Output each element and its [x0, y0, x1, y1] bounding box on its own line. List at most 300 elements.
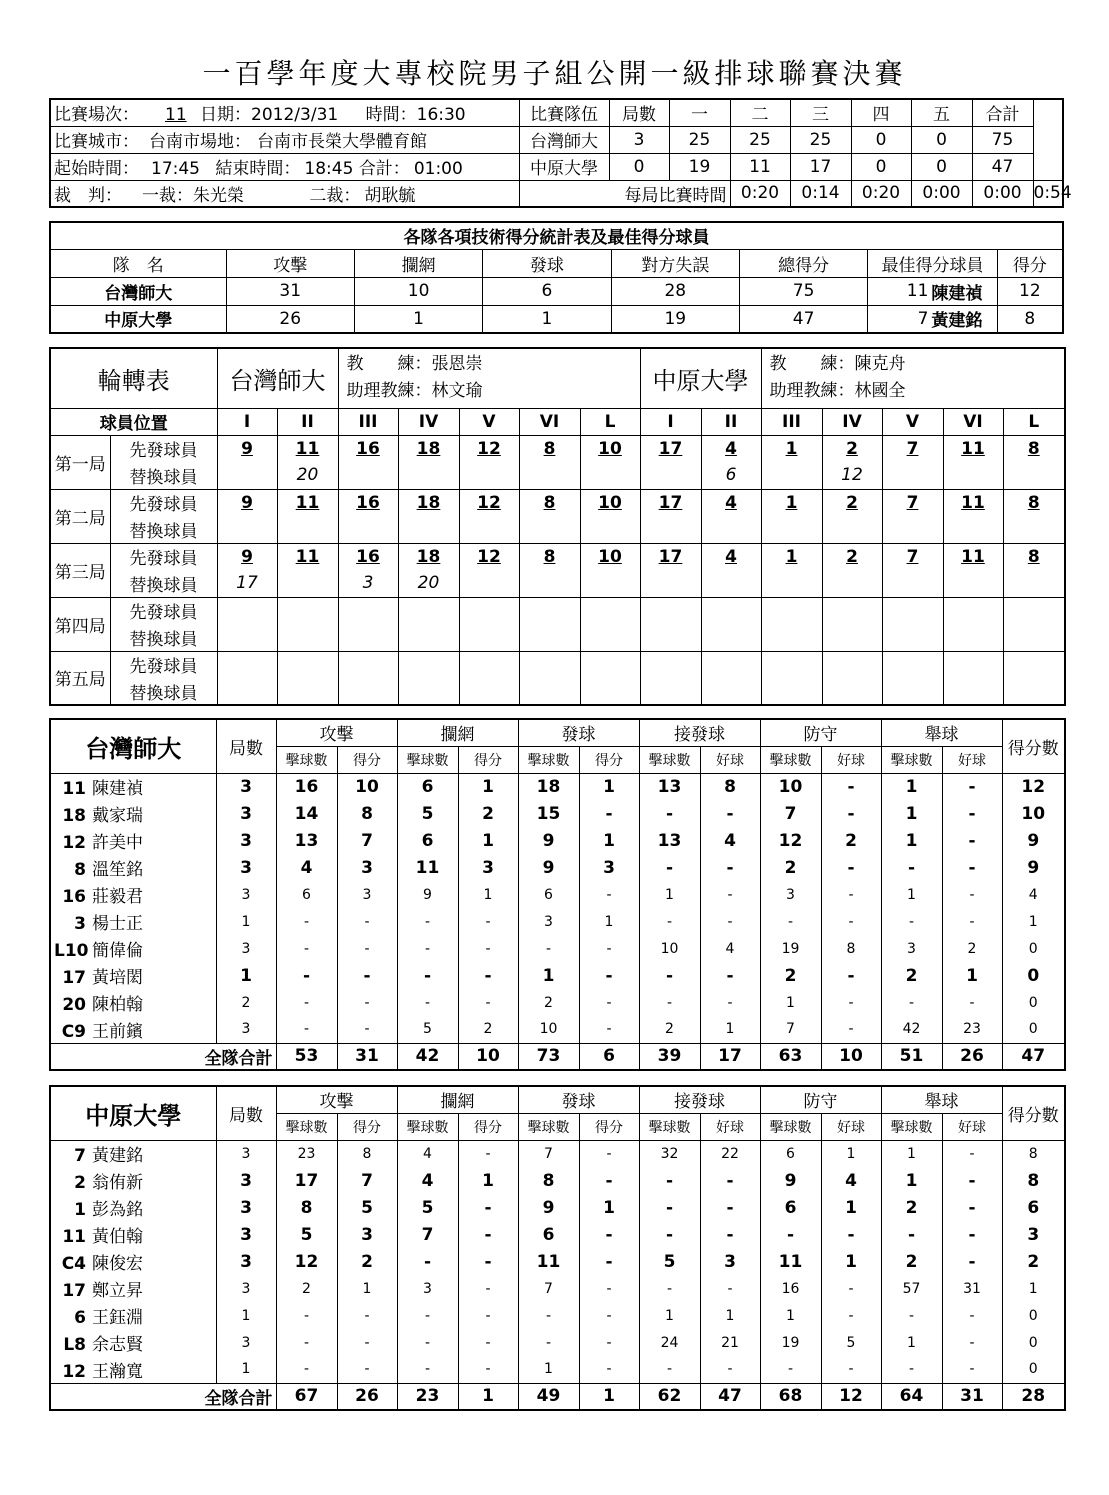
starter-number: 9: [217, 489, 277, 516]
stat-value: -: [337, 935, 397, 962]
stat-value: 3: [216, 773, 276, 800]
stat-group-header: 攻擊: [276, 1086, 397, 1113]
stat-value: 6: [397, 827, 458, 854]
player-row: [50, 1140, 1065, 1167]
stat-value: 1: [579, 773, 639, 800]
sub-number: [761, 462, 822, 489]
player-cell: [50, 908, 216, 935]
total-value: 26: [337, 1383, 397, 1410]
stat-group-header: 發球: [518, 1086, 639, 1113]
sub-number: [398, 462, 459, 489]
stat-value: 1: [881, 1329, 942, 1356]
stat-value: 31: [942, 1275, 1002, 1302]
stat-value: 3: [216, 1167, 276, 1194]
sub-number: [822, 624, 882, 651]
stat-value: 12: [1002, 773, 1065, 800]
stat-value: 1: [1002, 1275, 1065, 1302]
player-name: 翁侑新: [92, 1173, 143, 1193]
stat-value: 5: [276, 1221, 337, 1248]
stat-value: 2: [942, 935, 1002, 962]
stat-value: 1: [216, 908, 276, 935]
sub-number: [701, 570, 761, 597]
player-number: 16: [62, 887, 86, 907]
stat-value: -: [337, 1356, 397, 1383]
stat-value: -: [458, 1194, 518, 1221]
starter-number: 18: [398, 435, 459, 462]
stat-value: 1: [216, 962, 276, 989]
stat-value: 16: [276, 773, 337, 800]
stat-value: -: [881, 1356, 942, 1383]
stat-value: 8: [1002, 1167, 1065, 1194]
stat-value: 6: [397, 773, 458, 800]
sub-number: [1003, 462, 1065, 489]
stat-value: -: [942, 989, 1002, 1016]
sub-number: [882, 462, 943, 489]
sub-number: [882, 678, 943, 705]
stat-value: -: [942, 827, 1002, 854]
stat-value: 3: [700, 1248, 760, 1275]
stat-value: -: [276, 908, 337, 935]
player-name: 王鈺淵: [92, 1308, 143, 1328]
sub-number: [822, 570, 882, 597]
sub-number: [580, 624, 640, 651]
stat-sub-header: 擊球數: [639, 746, 700, 773]
stat-value: 1: [579, 1194, 639, 1221]
stat-value: -: [760, 1356, 821, 1383]
starter-number: [640, 597, 701, 624]
position-header: II: [277, 408, 338, 435]
sub-number: [277, 624, 338, 651]
starter-number: 4: [701, 489, 761, 516]
player-name: 陳柏翰: [92, 995, 143, 1015]
position-header: L: [580, 408, 640, 435]
stat-value: 22: [700, 1140, 760, 1167]
sub-number: [217, 624, 277, 651]
player-row: [50, 800, 1065, 827]
sub-number: [338, 516, 398, 543]
stat-value: -: [458, 1275, 518, 1302]
sub-number: [519, 570, 580, 597]
team1-coaches: 教 練：張恩崇 助理教練：林文瑜: [338, 348, 640, 408]
starter-number: 4: [701, 543, 761, 570]
stat-value: 8: [337, 800, 397, 827]
player-row: [50, 881, 1065, 908]
stat-group-header: 發球: [518, 719, 639, 746]
tech-title: 各隊各項技術得分統計表及最佳得分球員: [50, 222, 1063, 249]
sets-header: 局數: [216, 719, 276, 773]
stat-value: -: [276, 962, 337, 989]
rotation-sub-row: [50, 624, 1065, 651]
player-row: [50, 962, 1065, 989]
stat-value: 3: [337, 881, 397, 908]
stat-value: 3: [216, 1221, 276, 1248]
match-time: 16:30: [416, 105, 466, 126]
sub-number: [277, 516, 338, 543]
stat-value: -: [458, 1302, 518, 1329]
rotation-sub-row: [50, 516, 1065, 543]
player-cell: [50, 1248, 216, 1275]
stat-value: 10: [518, 1016, 579, 1043]
stat-value: 10: [1002, 800, 1065, 827]
starter-number: 12: [459, 543, 519, 570]
stat-value: 4: [397, 1140, 458, 1167]
stat-sub-header: 得分: [579, 746, 639, 773]
rotation-set-row: [50, 489, 1065, 516]
stat-value: -: [397, 1248, 458, 1275]
score-team: 中原大學: [519, 153, 609, 180]
stat-value: 10: [760, 773, 821, 800]
rotation-set-row: [50, 651, 1065, 678]
sub-label: 替換球員: [110, 624, 217, 651]
stat-value: -: [276, 1016, 337, 1043]
stat-value: 3: [216, 1016, 276, 1043]
starter-number: 17: [640, 435, 701, 462]
sub-number: [1003, 624, 1065, 651]
stat-value: 9: [397, 881, 458, 908]
stat-value: 0: [1002, 962, 1065, 989]
starter-number: 17: [640, 543, 701, 570]
match-info-table: 比賽場次： 11 日期：2012/3/31 時間：16:30 比賽隊伍 局數 一 二 三 四 五 合計 比賽城市： 台南市場地： 台南市長榮大學體育館 台灣師大 3 25 25 25 0 0 75 起始時間： 17:45 結束時間： 18:45 合計： 01:00 中原大學 0 19 11 17 0 0 47 裁 判： 一裁：朱光榮 二裁： 胡耿毓 每局比賽時間 0:20 0:14 0:20 0:00 0:00 0:54: [49, 98, 1064, 208]
stat-value: 18: [518, 773, 579, 800]
stat-value: 6: [1002, 1194, 1065, 1221]
stat-value: -: [881, 989, 942, 1016]
stat-value: -: [700, 1221, 760, 1248]
stat-group-header: 攔網: [397, 1086, 518, 1113]
starter-number: [701, 597, 761, 624]
stat-value: 42: [881, 1016, 942, 1043]
stat-value: -: [942, 881, 1002, 908]
player-name: 溫笙銘: [92, 860, 143, 880]
starter-number: [580, 597, 640, 624]
stat-value: 3: [1002, 1221, 1065, 1248]
stat-value: 6: [760, 1194, 821, 1221]
stat-value: 11: [760, 1248, 821, 1275]
total-row: [50, 1383, 1065, 1410]
starter-number: 10: [580, 543, 640, 570]
player-number: 18: [62, 806, 86, 826]
starter-number: [761, 597, 822, 624]
starter-number: 17: [640, 489, 701, 516]
stat-sub-header: 擊球數: [881, 746, 942, 773]
stat-value: 1: [458, 827, 518, 854]
position-header: III: [338, 408, 398, 435]
stat-value: 1: [337, 1275, 397, 1302]
player-name: 戴家瑞: [92, 806, 143, 826]
starter-number: 2: [822, 543, 882, 570]
stat-sub-header: 好球: [700, 1113, 760, 1140]
stat-value: 15: [518, 800, 579, 827]
position-header: V: [459, 408, 519, 435]
total-value: 31: [337, 1043, 397, 1070]
total-value: 26: [942, 1043, 1002, 1070]
stat-value: 14: [276, 800, 337, 827]
stat-value: -: [458, 1221, 518, 1248]
player-name: 王瀚寬: [92, 1361, 143, 1382]
stat-value: 5: [337, 1194, 397, 1221]
stat-value: 3: [216, 935, 276, 962]
stat-value: 2: [881, 962, 942, 989]
stat-value: 3: [216, 881, 276, 908]
starter-number: [217, 651, 277, 678]
sub-number: [217, 678, 277, 705]
sub-number: [822, 516, 882, 543]
stat-value: 1: [881, 800, 942, 827]
stat-value: -: [276, 1302, 337, 1329]
stat-value: 7: [760, 1016, 821, 1043]
starter-number: 2: [822, 489, 882, 516]
total-label: 全隊合計: [50, 1043, 276, 1070]
start-time: 17:45: [151, 159, 200, 179]
sub-number: [217, 462, 277, 489]
stat-value: -: [821, 962, 881, 989]
stat-value: -: [942, 908, 1002, 935]
sub-number: 20: [277, 462, 338, 489]
player-number: 12: [62, 833, 86, 853]
stat-value: 0: [1002, 935, 1065, 962]
player-cell: [50, 800, 216, 827]
player-number: C4: [61, 1254, 86, 1274]
starter-number: [822, 651, 882, 678]
stat-sub-header: 擊球數: [639, 1113, 700, 1140]
stat-value: -: [579, 962, 639, 989]
player-row: [50, 1356, 1065, 1383]
sub-label: 替換球員: [110, 516, 217, 543]
total-value: 63: [760, 1043, 821, 1070]
player-cell: [50, 1016, 216, 1043]
total-value: 67: [276, 1383, 337, 1410]
team2-coach: 陳克舟: [854, 354, 906, 375]
stat-value: -: [579, 1275, 639, 1302]
player-number: 7: [74, 1146, 86, 1167]
stat-value: 2: [881, 1194, 942, 1221]
stat-value: 6: [760, 1140, 821, 1167]
stat-value: -: [639, 1167, 700, 1194]
player-row: [50, 773, 1065, 800]
stat-value: -: [579, 1016, 639, 1043]
stat-value: 2: [337, 1248, 397, 1275]
player-number: 17: [62, 968, 86, 988]
sub-number: [459, 570, 519, 597]
rotation-set-row: [50, 543, 1065, 570]
total-value: 1: [458, 1383, 518, 1410]
sub-number: 20: [398, 570, 459, 597]
stat-value: 2: [760, 854, 821, 881]
total-value: 10: [458, 1043, 518, 1070]
stat-value: 4: [397, 1167, 458, 1194]
stat-value: -: [397, 989, 458, 1016]
stat-value: 1: [458, 773, 518, 800]
stat-group-header: 攔網: [397, 719, 518, 746]
stat-group-header: 接發球: [639, 719, 760, 746]
stat-value: 8: [700, 773, 760, 800]
points-header: 得分數: [1002, 1086, 1065, 1140]
stat-value: -: [518, 935, 579, 962]
stat-value: -: [942, 773, 1002, 800]
starter-number: [338, 651, 398, 678]
starter-number: [882, 651, 943, 678]
stat-value: -: [942, 1329, 1002, 1356]
sub-number: [519, 462, 580, 489]
stat-sub-header: 擊球數: [518, 1113, 579, 1140]
total-value: 10: [821, 1043, 881, 1070]
sub-number: [761, 516, 822, 543]
stat-value: -: [700, 962, 760, 989]
stat-value: -: [821, 1275, 881, 1302]
stat-value: -: [881, 854, 942, 881]
stat-value: 3: [216, 1140, 276, 1167]
stat-value: -: [760, 1221, 821, 1248]
player-cell: [50, 1167, 216, 1194]
stat-value: -: [337, 989, 397, 1016]
sub-number: [580, 678, 640, 705]
player-cell: [50, 1194, 216, 1221]
sub-number: [701, 624, 761, 651]
stat-value: 2: [1002, 1248, 1065, 1275]
stat-value: 5: [639, 1248, 700, 1275]
sub-number: [519, 624, 580, 651]
match-line-1: 比賽場次： 11 日期：2012/3/31 時間：16:30: [50, 99, 519, 126]
player-number: 12: [62, 1361, 86, 1382]
stat-value: 7: [337, 1167, 397, 1194]
position-header: L: [1003, 408, 1065, 435]
score-team: 台灣師大: [519, 126, 609, 153]
position-header: V: [882, 408, 943, 435]
player-row: [50, 1221, 1065, 1248]
sub-number: [640, 570, 701, 597]
stat-value: 3: [216, 1194, 276, 1221]
rotation-set-row: [50, 597, 1065, 624]
stat-sub-header: 擊球數: [397, 1113, 458, 1140]
stat-value: 2: [518, 989, 579, 1016]
starter-number: [822, 597, 882, 624]
sub-number: [640, 624, 701, 651]
stat-value: -: [700, 800, 760, 827]
stat-value: 0: [1002, 989, 1065, 1016]
match-city: 台南市: [149, 132, 200, 152]
position-header: I: [217, 408, 277, 435]
stat-value: -: [639, 908, 700, 935]
sub-number: [338, 624, 398, 651]
stat-value: 4: [700, 827, 760, 854]
starter-number: 1: [761, 543, 822, 570]
stat-value: -: [337, 1302, 397, 1329]
player-cell: [50, 935, 216, 962]
stat-value: -: [821, 1221, 881, 1248]
stat-value: -: [639, 962, 700, 989]
sub-number: [338, 678, 398, 705]
total-value: 53: [276, 1043, 337, 1070]
stat-value: -: [821, 989, 881, 1016]
stat-value: 5: [821, 1329, 881, 1356]
score-header: 比賽隊伍: [519, 99, 609, 126]
player-number: 2: [74, 1173, 86, 1193]
sub-number: [882, 516, 943, 543]
stat-value: -: [579, 1302, 639, 1329]
stat-value: 1: [700, 1016, 760, 1043]
match-line-3: 起始時間： 17:45 結束時間： 18:45 合計： 01:00: [50, 153, 519, 180]
stat-value: 1: [881, 881, 942, 908]
stat-value: -: [821, 908, 881, 935]
stat-value: -: [579, 800, 639, 827]
total-value: 12: [821, 1383, 881, 1410]
starter-number: 11: [943, 543, 1003, 570]
player-name: 黃建銘: [92, 1146, 143, 1167]
sub-number: [580, 516, 640, 543]
starter-number: [580, 651, 640, 678]
stat-value: 7: [337, 827, 397, 854]
stat-value: -: [942, 1194, 1002, 1221]
player-name: 楊士正: [92, 914, 143, 934]
stat-value: -: [700, 1194, 760, 1221]
starter-number: [277, 651, 338, 678]
stat-value: -: [276, 1356, 337, 1383]
starter-number: 1: [761, 435, 822, 462]
stat-value: 8: [276, 1194, 337, 1221]
stat-value: 17: [276, 1167, 337, 1194]
rotation-title: 輪轉表: [50, 348, 217, 408]
stat-value: -: [518, 1302, 579, 1329]
stat-value: -: [942, 1356, 1002, 1383]
player-name: 黃培閎: [92, 968, 143, 988]
stat-value: -: [458, 1329, 518, 1356]
tech-row: 台灣師大 31 10 6 28 75 11 陳建禎 12: [50, 277, 1063, 305]
sub-number: [398, 516, 459, 543]
player-number: 17: [62, 1281, 86, 1301]
stat-value: -: [458, 1356, 518, 1383]
stat-value: 9: [518, 1194, 579, 1221]
player-number: 1: [74, 1200, 86, 1220]
stat-value: 13: [639, 827, 700, 854]
starter-number: [519, 651, 580, 678]
sub-number: [701, 516, 761, 543]
player-number: L8: [63, 1335, 86, 1355]
sub-number: [459, 678, 519, 705]
stat-value: -: [639, 1221, 700, 1248]
starter-number: 11: [943, 435, 1003, 462]
stat-value: 1: [579, 827, 639, 854]
stat-sub-header: 好球: [942, 746, 1002, 773]
player-row: [50, 908, 1065, 935]
player-number: 11: [62, 779, 86, 800]
starter-number: 11: [943, 489, 1003, 516]
position-header: VI: [519, 408, 580, 435]
stat-value: 7: [760, 800, 821, 827]
stat-value: 1: [821, 1194, 881, 1221]
sub-number: [640, 516, 701, 543]
sub-number: [1003, 570, 1065, 597]
sub-number: [459, 516, 519, 543]
stat-value: 12: [760, 827, 821, 854]
stat-value: 7: [518, 1140, 579, 1167]
sub-number: [277, 678, 338, 705]
stat-group-header: 舉球: [881, 719, 1002, 746]
stat-value: -: [276, 1329, 337, 1356]
starter-number: 8: [519, 489, 580, 516]
sub-number: 17: [217, 570, 277, 597]
team-name: 台灣師大: [50, 719, 216, 773]
sub-number: [519, 516, 580, 543]
stat-value: -: [881, 908, 942, 935]
stat-value: 9: [518, 827, 579, 854]
stat-value: 3: [397, 1275, 458, 1302]
stat-value: -: [942, 1248, 1002, 1275]
stat-value: 3: [337, 1221, 397, 1248]
stat-sub-header: 擊球數: [518, 746, 579, 773]
stat-value: -: [276, 989, 337, 1016]
referee-1: 朱光榮: [193, 185, 244, 206]
sub-number: [761, 624, 822, 651]
stat-value: -: [700, 1167, 760, 1194]
